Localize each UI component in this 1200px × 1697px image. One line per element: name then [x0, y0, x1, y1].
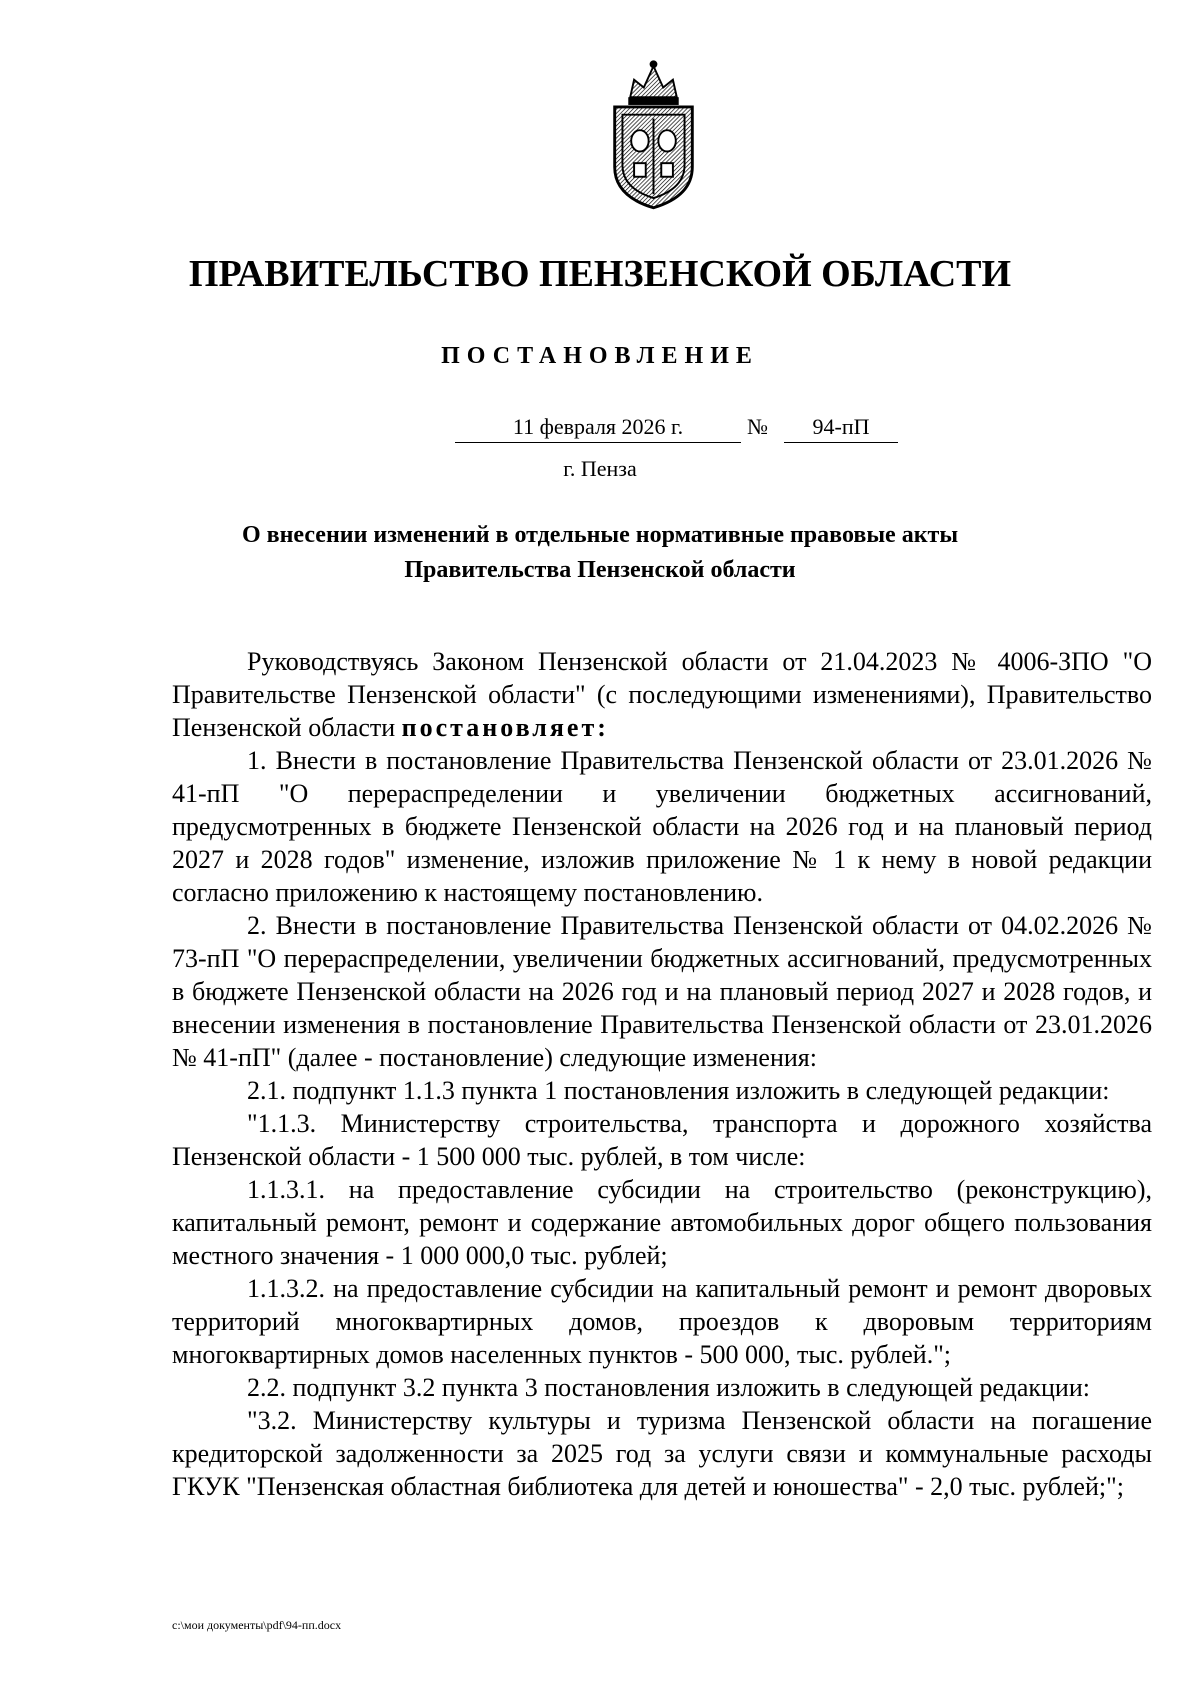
paragraph-2-2-text: "3.2. Министерству культуры и туризма Пензенской области на погашение кредиторской задолженности за 2025 год за услуги связи и коммунальные расходы ГКУК "Пензенская областная библиотека для детей и юношества" - 2,0 тыс. рублей;";	[172, 1406, 1152, 1501]
city: г. Пенза	[563, 456, 637, 481]
paragraph-1: 1. Внести в постановление Правительства Пензенской области от 23.01.2026 № 41-пП "О перераспределении и увеличении бюджетных ассигнований, предусмотренных в бюджете Пензенской области на 2026 год и на плановый период 2027 и 2028 годов" изменение, изложив приложение № 1 к нему в новой редакции согласно приложению к настоящему постановлению.	[172, 746, 1152, 907]
government-name: ПРАВИТЕЛЬСТВО ПЕНЗЕНСКОЙ ОБЛАСТИ	[188, 253, 1012, 295]
decree-number: 94-пП	[784, 412, 898, 443]
number-sign: №	[747, 414, 768, 439]
paragraph-2: 2. Внести в постановление Правительства Пензенской области от 04.02.2026 № 73-пП "О перераспределении, увеличении бюджетных ассигнований, предусмотренных в бюджете Пензенской области на 2026 год и на плановый период 2027 и 2028 годов, и внесении изменения в постановление Правительства Пензенской области от 23.01.2026 № 41-пП" (далее - постановление) следующие изменения:	[172, 911, 1152, 1072]
decree-date: 11 февраля 2026 г.	[455, 412, 741, 443]
decides-keyword: постановляет:	[401, 713, 609, 742]
decree-body	[172, 645, 1152, 1503]
paragraph-2-1: 2.1. подпункт 1.1.3 пункта 1 постановления изложить в следующей редакции:	[247, 1076, 1110, 1105]
decree-subject	[200, 518, 1000, 588]
paragraph-2-1-1: 1.1.3.1. на предоставление субсидии на строительство (реконструкцию), капитальный ремонт, ремонт и содержание автомобильных дорог общего пользования местного значения - 1 000 000,0 тыс. рублей;	[172, 1175, 1152, 1270]
file-path-footer: c:\мои документы\pdf\94-пп.docx	[172, 1618, 342, 1632]
subject-line-2: Правительства Пензенской области	[404, 557, 796, 583]
document-type: ПОСТАНОВЛЕНИЕ	[441, 343, 759, 369]
subject-line-1: О внесении изменений в отдельные нормативные правовые акты	[241, 522, 959, 548]
preamble-text: Руководствуясь Законом Пензенской области от 21.04.2023 № 4006-ЗПО "О Правительстве Пензенской области" (с последующими изменениями), Правительство Пензенской области	[172, 647, 1152, 742]
paragraph-2-1-text: "1.1.3. Министерству строительства, транспорта и дорожного хозяйства Пензенской области - 1 500 000 тыс. рублей, в том числе:	[172, 1109, 1152, 1171]
preamble-paragraph	[172, 645, 1152, 744]
paragraph-2-2: 2.2. подпункт 3.2 пункта 3 постановления изложить в следующей редакции:	[247, 1373, 1090, 1402]
coat-of-arms-icon	[605, 58, 702, 214]
paragraph-2-1-2: 1.1.3.2. на предоставление субсидии на капитальный ремонт и ремонт дворовых территорий многоквартирных домов, проездов к дворовым территориям многоквартирных домов населенных пунктов - 500 000, тыс. рублей.";	[172, 1274, 1152, 1369]
